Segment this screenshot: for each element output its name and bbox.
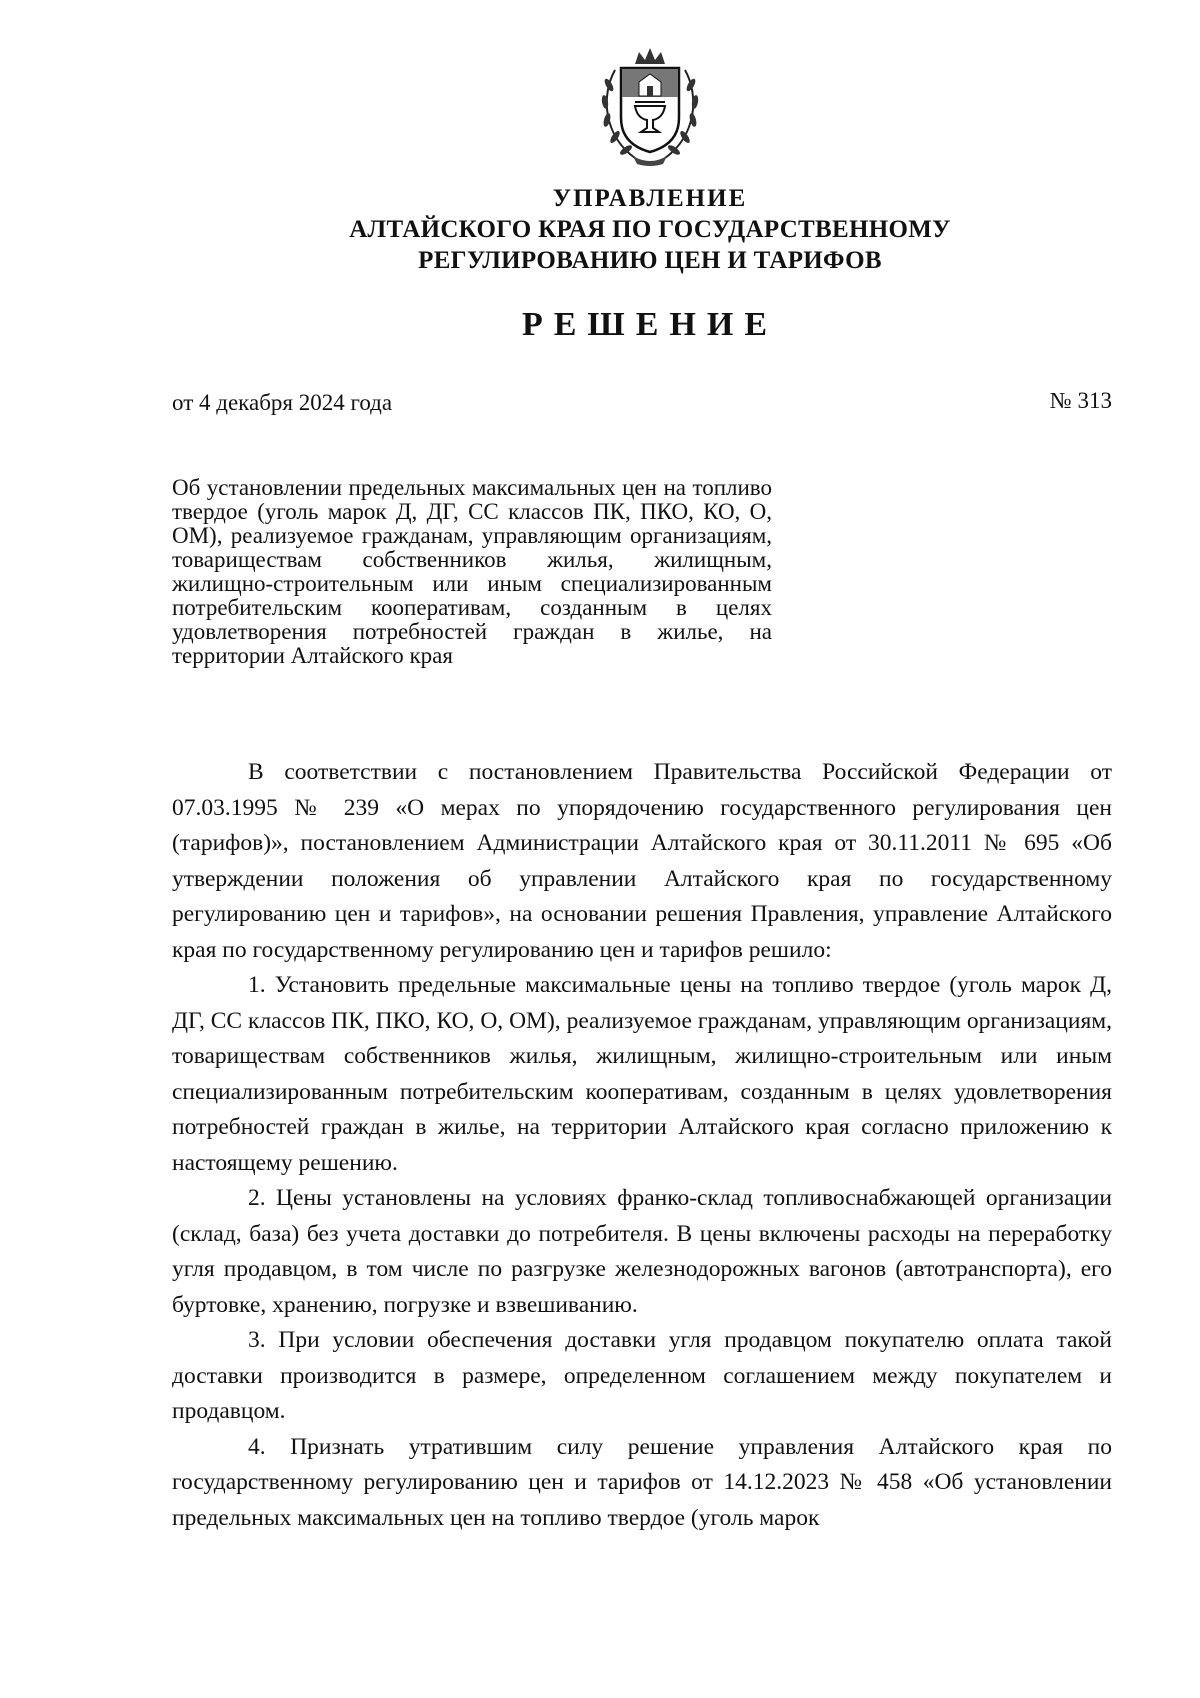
document-number: № 313 [1049, 388, 1112, 413]
document-subject: Об установлении предельных максимальных цен на топливо твердое (уголь марок Д, ДГ, СС классов ПК, ПКО, КО, О, ОМ), реализуемое гражданам, управляющим организациям, товариществам собственников жилья, жилищным, жилищно-строительным или иным специализированным потребительским кооперативам, созданным в целях удовлетворения потребностей граждан в жилье, на территории Алтайского края [172, 475, 772, 668]
item-3-paragraph: 3. При условии обеспечения доставки угля продавцом покупателю оплата такой доставки производится в размере, определенном соглашением между покупателем и продавцом. [172, 1327, 1112, 1424]
item-2-paragraph: 2. Цены установлены на условиях франко-склад топливоснабжающей организации (склад, база) без учета доставки до потребителя. В цены включены расходы на переработку угля продавцом, в том числе по разгрузке железнодорожных вагонов (автотранспорта), его буртовке, хранению, погрузке и взвешиванию. [172, 1185, 1112, 1318]
document-body [172, 755, 1112, 1536]
coat-of-arms-icon [595, 40, 705, 168]
issuing-authority [200, 183, 1100, 276]
authority-line-2: АЛТАЙСКОГО КРАЯ ПО ГОСУДАРСТВЕННОМУ [349, 216, 951, 243]
item-4-paragraph: 4. Признать утратившим силу решение управления Алтайского края по государственному регулированию цен и тарифов от 14.12.2023 № 458 «Об установлении предельных максимальных цен на топливо твердое (уголь марок [172, 1433, 1112, 1531]
authority-line-1: УПРАВЛЕНИЕ [552, 185, 748, 212]
document-date: от 4 декабря 2024 года [172, 390, 393, 415]
authority-line-3: РЕГУЛИРОВАНИЮ ЦЕН И ТАРИФОВ [418, 247, 882, 274]
item-1-paragraph: 1. Установить предельные максимальные цены на топливо твердое (уголь марок Д, ДГ, СС классов ПК, ПКО, КО, О, ОМ), реализуемое гражданам, управляющим организациям, товариществам собственников жилья, жилищным, жилищно-строительным или иным специализированным потребительским кооперативам, созданным в целях удовлетворения потребностей граждан в жилье, на территории Алтайского края согласно приложению к настоящему решению. [172, 972, 1112, 1176]
document-type-title: РЕШЕНИЕ [521, 306, 779, 343]
preamble-paragraph: В соответствии с постановлением Правительства Российской Федерации от 07.03.1995 № 239 «О мерах по упорядочению государственного регулирования цен (тарифов)», постановлением Администрации Алтайского края от 30.11.2011 № 695 «Об утверждении положения об управлении Алтайского края по государственному регулированию цен и тарифов», на основании решения Правления, управление Алтайского края по государственному регулированию цен и тарифов решило: [172, 759, 1112, 963]
